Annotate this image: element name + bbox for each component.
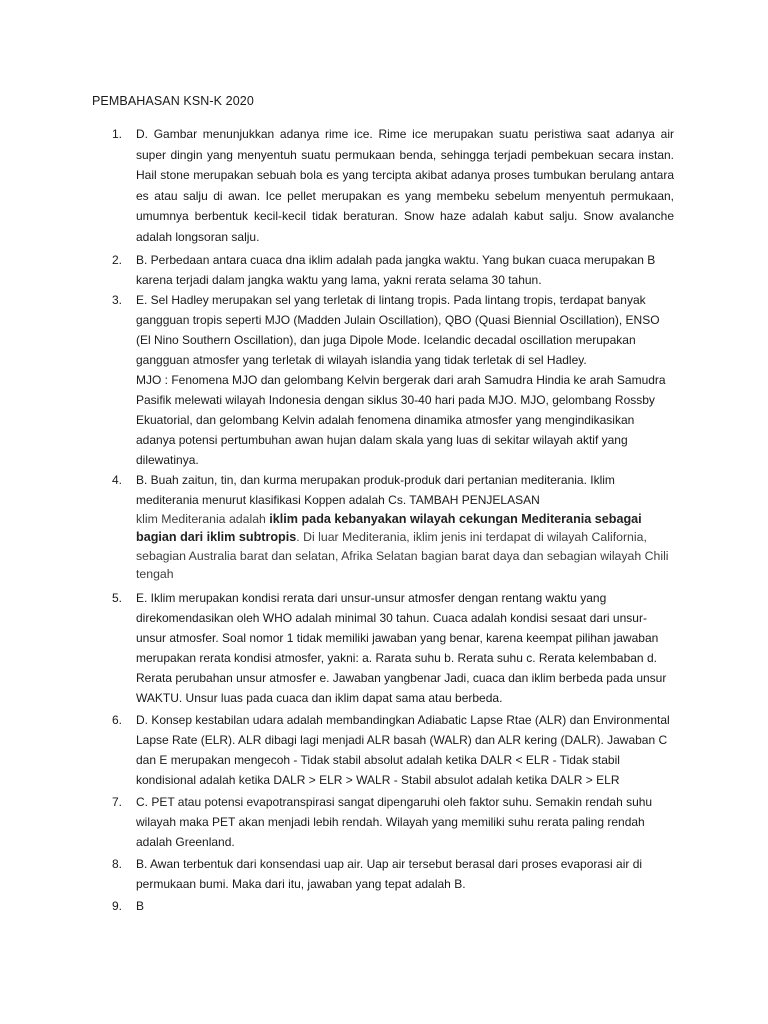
item-text: B. Buah zaitun, tin, dan kurma merupakan produk-produk dari pertanian mediterania. Iklim mediterania menurut klasifikasi Koppen adalah Cs. TAMBAH PENJELASAN [136, 472, 615, 507]
pasted-quote [136, 510, 674, 584]
item-number: 1. [112, 127, 123, 141]
item-text: E. Sel Hadley merupakan sel yang terletak di lintang tropis. Pada lintang tropis, terdapat banyak gangguan tropis seperti MJO (Madden Julain Oscillation), QBO (Quasi Biennial Oscillation), ENSO (El Nino Southern Oscillation), dan juga Dipole Mode. Icelandic decadal oscillation merupakan gangguan atmosfer yang terletak di wilayah islandia yang tidak terletak di sel Hadley. [136, 292, 660, 367]
list-item [92, 792, 674, 852]
list-item [92, 710, 674, 790]
item-text: B. Awan terbentuk dari konsendasi uap air. Uap air tersebut berasal dari proses evaporasi air di permukaan bumi. Maka dari itu, jawaban yang tepat adalah B. [136, 856, 643, 891]
item-number: 7. [112, 794, 123, 809]
list-item [92, 588, 674, 708]
item-number: 8. [112, 856, 123, 871]
quote-rest: . Di luar Mediterania, iklim jenis ini terdapat di wilayah California, sebagian Australia barat dan selatan, Afrika Selatan bagian barat daya dan sebagian wilayah Chili tengah [136, 530, 669, 582]
item-text: D. Gambar menunjukkan adanya rime ice. Rime ice merupakan suatu peristiwa saat adanya air super dingin yang menyentuh suatu permukaan benda, sehingga terjadi pembekuan secara instan. Hail stone merupakan sebuah bola es yang tercipta akibat adanya proses tumbukan berulang antara es atau salju di awan. Ice pellet merupakan es yang membeku sebelum menyentuh permukaan, umumnya berbentuk kecil-kecil tidak beraturan. Snow haze adalah kabut salju. Snow avalanche adalah longsoran salju. [136, 127, 674, 244]
list-item [92, 896, 674, 916]
quote-lead: klim Mediterania adalah [136, 511, 270, 526]
item-number: 2. [112, 252, 123, 267]
list-item [92, 250, 674, 290]
item-number: 9. [112, 898, 123, 913]
list-item [92, 290, 674, 470]
list-item [92, 854, 674, 894]
answer-list [92, 124, 674, 916]
list-item [92, 470, 674, 584]
item-note: MJO : Fenomena MJO dan gelombang Kelvin bergerak dari arah Samudra Hindia ke arah Samudra Pasifik melewati wilayah Indonesia dengan siklus 30-40 hari pada MJO. MJO, gelombang Rossby Ekuatorial, dan gelombang Kelvin adalah fenomena dinamika atmosfer yang mengindikasikan adanya potensi pertumbuhan awan hujan dalam skala yang luas di sekitar wilayah aktif yang dilewatinya. [136, 372, 666, 467]
item-text: B. Perbedaan antara cuaca dna iklim adalah pada jangka waktu. Yang bukan cuaca merupakan B karena terjadi dalam jangka waktu yang lama, yakni rerata selama 30 tahun. [136, 252, 656, 287]
document-title: PEMBAHASAN KSN-K 2020 [92, 94, 254, 108]
item-number: 4. [112, 472, 123, 487]
item-text: E. Iklim merupakan kondisi rerata dari unsur-unsur atmosfer dengan rentang waktu yang direkomendasikan oleh WHO adalah minimal 30 tahun. Cuaca adalah kondisi sesaat dari unsur-unsur atmosfer. Soal nomor 1 tidak memiliki jawaban yang benar, karena keempat pilihan jawaban merupakan rerata kondisi atmosfer, yakni: a. Rarata suhu b. Rerata suhu c. Rerata kelembaban d. Rerata perubahan unsur atmosfer e. Jawaban yangbenar Jadi, cuaca dan iklim berbeda pada unsur WAKTU. Unsur luas pada cuaca dan iklim dapat sama atau berbeda. [136, 590, 667, 705]
item-text: C. PET atau potensi evapotranspirasi sangat dipengaruhi oleh faktor suhu. Semakin rendah suhu wilayah maka PET akan menjadi lebih rendah. Wilayah yang memiliki suhu rerata paling rendah adalah Greenland. [136, 794, 653, 849]
quote-bold: iklim pada kebanyakan wilayah cekungan Mediterania sebagai bagian dari iklim subtropis [136, 511, 642, 545]
item-number: 5. [112, 590, 123, 605]
item-text: D. Konsep kestabilan udara adalah membandingkan Adiabatic Lapse Rtae (ALR) dan Environmental Lapse Rate (ELR). ALR dibagi lagi menjadi ALR basah (WALR) dan ALR kering (DALR). Jawaban C dan E merupakan mengecoh - Tidak stabil absolut adalah ketika DALR < ELR - Tidak stabil kondisional adalah ketika DALR > ELR > WALR - Stabil absulot adalah ketika DALR > ELR [136, 712, 670, 787]
item-number: 3. [112, 292, 123, 307]
list-item [92, 124, 674, 248]
item-number: 6. [112, 712, 123, 727]
item-text: B [136, 898, 145, 913]
